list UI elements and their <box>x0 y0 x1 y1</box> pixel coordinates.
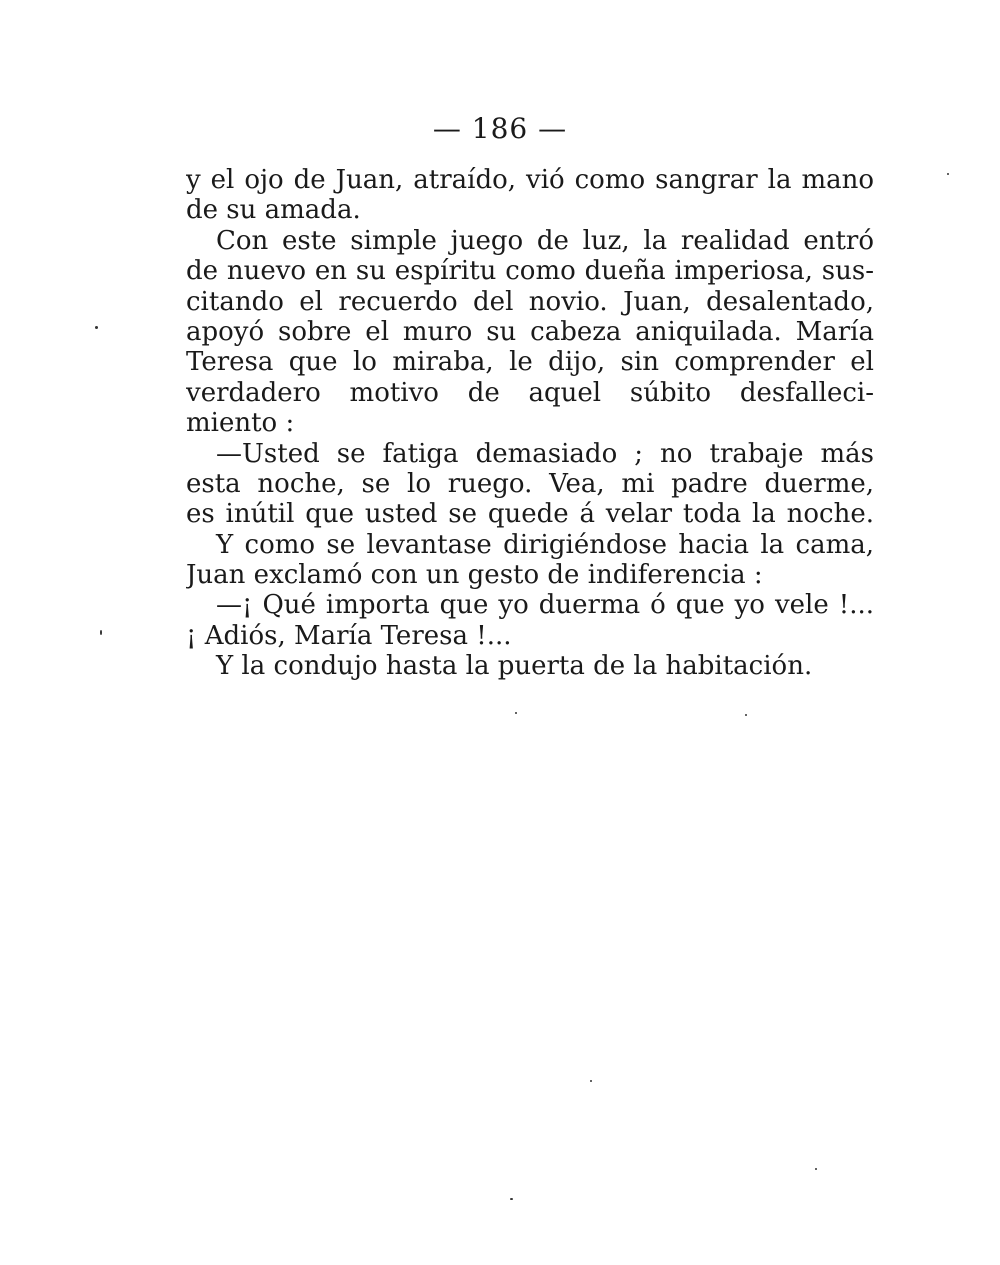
scan-speck <box>947 173 949 175</box>
text-line: —¡ Qué importa que yo duerma ó que yo vele !... <box>216 590 874 621</box>
text-line: Juan exclamó con un gesto de indiferencia : <box>186 560 763 591</box>
text-line: Y la condujo hasta la puerta de la habitación. <box>216 651 813 682</box>
text-line: verdadero motivo de aquel súbito desfalleci- <box>186 377 874 408</box>
text-line: —Usted se fatiga demasiado ; no trabaje más <box>216 438 874 469</box>
text-line: citando el recuerdo del novio. Juan, desalentado, <box>186 286 874 317</box>
text-line: es inútil que usted se quede á velar toda la noche. <box>186 499 874 530</box>
text-line: ¡ Adiós, María Teresa !... <box>186 620 512 651</box>
text-line: Y como se levantase dirigiéndose hacia la cama, <box>216 529 874 560</box>
scan-speck <box>515 712 517 714</box>
scan-speck <box>815 1168 817 1170</box>
scan-speck <box>745 714 747 716</box>
text-line: de su amada. <box>186 195 361 226</box>
text-line: y el ojo de Juan, atraído, vió como sangrar la mano <box>186 165 874 195</box>
text-line: esta noche, se lo ruego. Vea, mi padre duerme, <box>186 468 874 499</box>
text-line: apoyó sobre el muro su cabeza aniquilada. María <box>186 316 874 347</box>
scan-speck <box>100 630 102 635</box>
scan-speck <box>590 1080 592 1082</box>
text-line: Teresa que lo miraba, le dijo, sin comprender el <box>186 347 874 378</box>
text-line: Con este simple juego de luz, la realidad entró <box>216 225 874 256</box>
body-text <box>186 165 874 682</box>
scan-speck <box>95 326 98 329</box>
text-line: de nuevo en su espíritu como dueña imperiosa, sus- <box>186 256 874 287</box>
text-line: miento : <box>186 408 295 439</box>
scan-speck <box>510 1198 513 1200</box>
page-number: — 186 — <box>432 112 568 145</box>
